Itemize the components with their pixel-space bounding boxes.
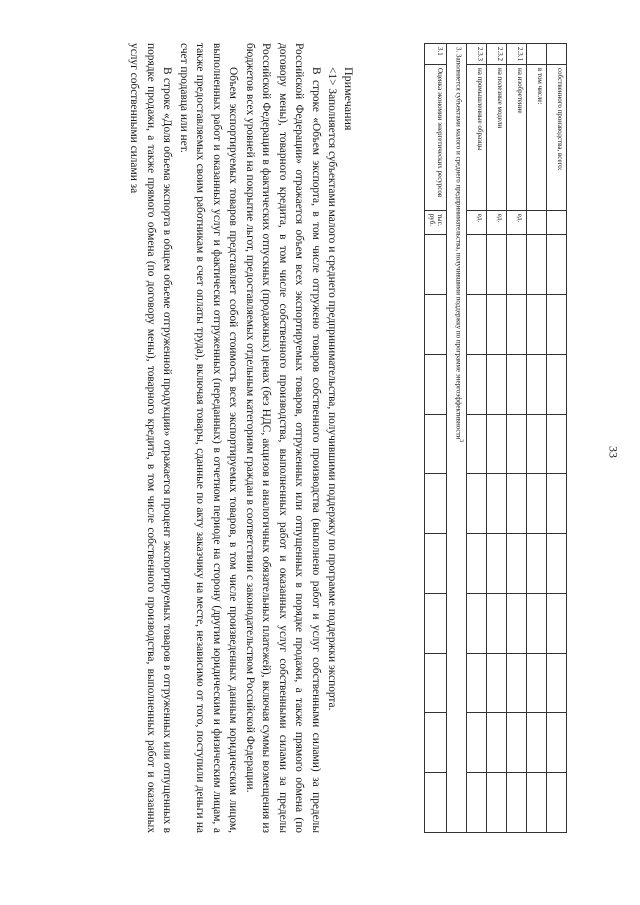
value-cell <box>547 773 567 833</box>
row-name: Оценка экономии энергетических ресурсов <box>425 65 447 211</box>
indicators-table <box>424 43 567 833</box>
value-cell <box>467 474 487 534</box>
table-row <box>487 44 507 833</box>
value-cell <box>527 354 547 414</box>
value-cell <box>507 235 527 295</box>
footnote-marker: 3 <box>458 439 464 443</box>
value-cell <box>527 713 547 773</box>
value-cell <box>547 653 567 713</box>
row-name: собственного производства, всего: <box>547 65 567 211</box>
value-cell <box>507 653 527 713</box>
value-cell <box>547 235 567 295</box>
value-cell <box>547 295 567 355</box>
value-cell <box>507 295 527 355</box>
row-unit <box>547 210 567 235</box>
row-number: 2.3.2 <box>487 44 507 65</box>
value-cell <box>507 534 527 594</box>
value-cell <box>527 474 547 534</box>
value-cell <box>467 593 487 653</box>
value-cell <box>547 474 567 534</box>
value-cell <box>467 773 487 833</box>
value-cell <box>507 593 527 653</box>
rotated-page-content <box>47 43 567 886</box>
value-cell <box>487 713 507 773</box>
note-paragraph: <1> Заполняется субъектами малого и среднего предпринимательства, получившими поддержку по программе поддержки экспорта. <box>326 67 339 711</box>
value-cell <box>547 534 567 594</box>
value-cell <box>527 534 547 594</box>
value-cell <box>425 235 447 295</box>
value-cell <box>507 414 527 474</box>
value-cell <box>547 713 567 773</box>
note-paragraph: В строке «Доля объема экспорта в общем объеме отгруженной продукции» отражается процент экспортируемых товаров в отгруженных или отпущенных в порядке продажи, а также прямого обмена (по договору мены), товарного кредита, в том числе собственного производства, выполненных работ и оказанных услуг собственными силами за <box>128 43 174 833</box>
section-heading <box>447 44 467 833</box>
value-cell <box>425 593 447 653</box>
value-cell <box>527 653 547 713</box>
note-paragraph: В строке «Объем экспорта, в том числе отгружено товаров собственного производства (выполнено работ и услуг собственными силами) за пределы Российской Федерации» отражается объем всех экспортируемых товаров, отгруженных или отпущенных в порядке продажи, а также прямого обмена (по договору мены), товарного кредита, в том числе собственного производства, выполненных работ и оказанных услуг собственными силами за пределы Российской Федерации в фактических отпускных (продажных) ценах (без НДС, акцизов и аналогичных обязательных платежей), включая суммы возмещения из бюджетов всех уровней на покрытие льгот, предоставляемых отдельным категориям граждан в соответствии с законодательством Российской Федерации. <box>244 43 322 833</box>
value-cell <box>487 534 507 594</box>
value-cell <box>467 534 487 594</box>
value-cell <box>425 354 447 414</box>
row-name: в том числе: <box>527 65 547 211</box>
row-name: на промышленные образцы <box>467 65 487 211</box>
value-cell <box>527 593 547 653</box>
row-number: 2.3.3 <box>467 44 487 65</box>
row-number <box>527 44 547 65</box>
value-cell <box>487 593 507 653</box>
value-cell <box>487 354 507 414</box>
row-unit <box>527 210 547 235</box>
value-cell <box>507 773 527 833</box>
value-cell <box>507 474 527 534</box>
table-row <box>467 44 487 833</box>
note-paragraph: Объем экспортируемых товаров представляет собой стоимость всех экспортируемых товаров, в том числе произведенных данным юридическим лицом, выполненных работ и оказанных услуг и фактически отгруженных (переданных) в отчетном периоде на сторону (другим юридическим и физическим лицам, а также предоставляемых своим работникам в счет оплаты труда), включая товары, сданные по акту заказчику на месте, независимо от того, поступили деньги на счет продавца или нет. <box>178 43 240 833</box>
value-cell <box>507 354 527 414</box>
value-cell <box>507 713 527 773</box>
value-cell <box>487 474 507 534</box>
row-number: 3.1 <box>425 44 447 65</box>
table-row <box>547 44 567 833</box>
row-unit: ед. <box>467 210 487 235</box>
value-cell <box>425 414 447 474</box>
section-heading-text: 3. Заполняется субъектами малого и среднего предпринимательства, получившими поддержку по программе энергоэффективности <box>454 47 463 440</box>
value-cell <box>425 534 447 594</box>
page-number: 33 <box>606 446 621 458</box>
value-cell <box>527 773 547 833</box>
value-cell <box>547 414 567 474</box>
value-cell <box>487 414 507 474</box>
value-cell <box>467 713 487 773</box>
table-section-row <box>447 44 467 833</box>
table-row <box>527 44 547 833</box>
value-cell <box>547 593 567 653</box>
value-cell <box>527 295 547 355</box>
value-cell <box>487 773 507 833</box>
value-cell <box>527 414 547 474</box>
value-cell <box>425 773 447 833</box>
value-cell <box>467 295 487 355</box>
value-cell <box>425 653 447 713</box>
value-cell <box>425 295 447 355</box>
notes-section <box>126 43 357 833</box>
value-cell <box>487 295 507 355</box>
row-name: на изобретение <box>507 65 527 211</box>
value-cell <box>425 713 447 773</box>
value-cell <box>467 354 487 414</box>
row-unit: тыс. руб. <box>425 210 447 235</box>
row-unit: ед. <box>507 210 527 235</box>
table-row <box>425 44 447 833</box>
value-cell <box>547 354 567 414</box>
value-cell <box>527 235 547 295</box>
row-name: на полезные модели <box>487 65 507 211</box>
value-cell <box>467 414 487 474</box>
value-cell <box>467 653 487 713</box>
row-number: 2.3.1 <box>507 44 527 65</box>
notes-heading: Примечания <box>342 67 356 131</box>
row-number <box>547 44 567 65</box>
value-cell <box>467 235 487 295</box>
value-cell <box>487 235 507 295</box>
value-cell <box>487 653 507 713</box>
row-unit: ед. <box>487 210 507 235</box>
table-row <box>507 44 527 833</box>
value-cell <box>425 474 447 534</box>
